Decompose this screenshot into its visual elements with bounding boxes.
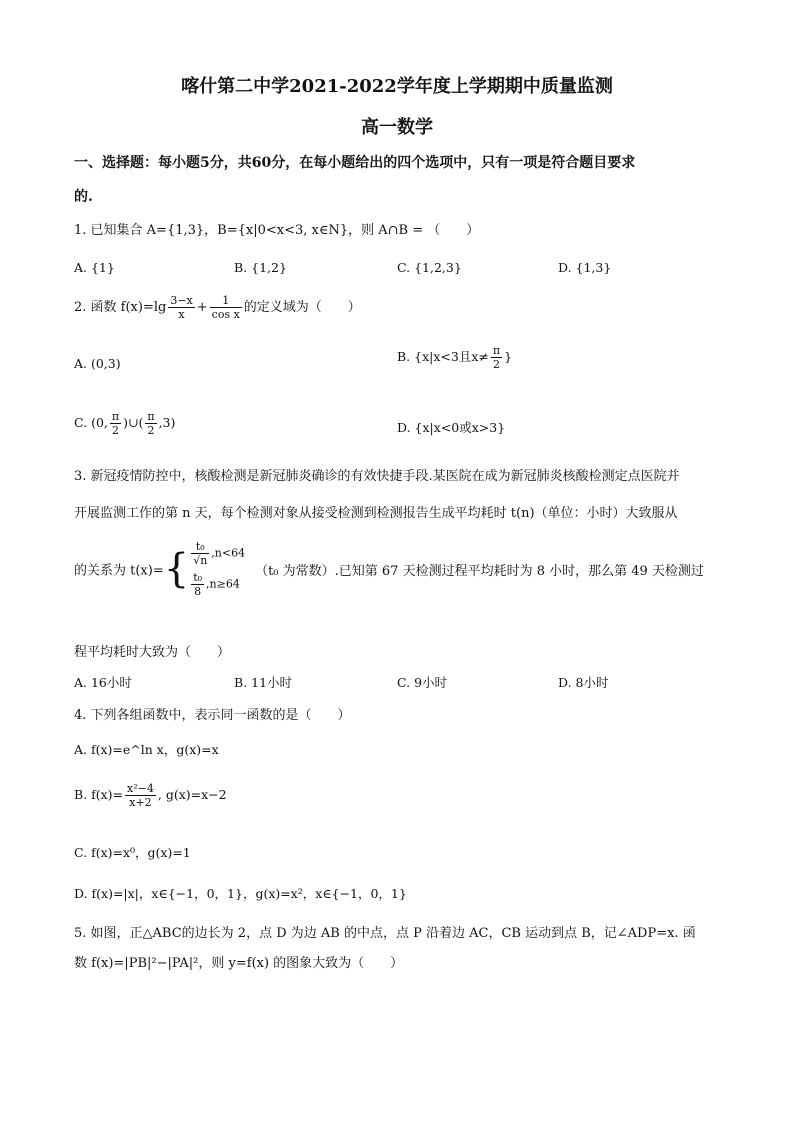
q2-optc-frac2	[145, 410, 156, 437]
case1-cond: ,n<64	[211, 546, 246, 560]
q2-fraction-1	[168, 294, 194, 321]
case2-frac	[191, 571, 204, 598]
q2-frac2-num: 1	[210, 294, 242, 308]
q2-optc-mid: )∪(	[123, 415, 144, 430]
q3-option-c[interactable]: C. 9小时	[397, 675, 448, 690]
q4-optb-post: , g(x)=x−2	[157, 787, 227, 802]
q2-optc-pre: C. (0,	[74, 415, 108, 430]
case-1	[189, 540, 245, 567]
q2-frac1-num: 3−x	[170, 294, 193, 307]
q1-option-b[interactable]: B. {1,2}	[234, 260, 287, 275]
case-2	[189, 571, 245, 598]
case1-frac	[191, 540, 209, 567]
q2-optb-frac	[491, 344, 502, 371]
question-1-stem: 1. 已知集合 A={1,3}，B={x|0<x<3, x∈N}，则 A∩B = （ ）	[74, 223, 480, 238]
case1-num: t₀	[191, 540, 209, 554]
q2-optc-post: ,3)	[158, 415, 176, 430]
piecewise-brace: {	[163, 546, 190, 592]
question-4-stem: 4. 下列各组函数中，表示同一函数的是（ ）	[74, 708, 351, 723]
q2-optb-num: π	[492, 344, 501, 357]
q2-optb-pre: B. {x|x<3且x≠	[397, 349, 489, 364]
q2-frac2-den: cos x	[211, 308, 240, 321]
q2-optb-post: }	[504, 349, 513, 364]
q2-prefix: 2. 函数 f(x)=lg	[74, 300, 167, 315]
q2-frac1-den: x	[178, 308, 185, 321]
section-heading: 一、选择题：每小题5分，共60分，在每小题给出的四个选项中，只有一项是符合题目要求	[74, 155, 636, 171]
q2-optc-num1: π	[111, 410, 120, 423]
q4-option-b[interactable]	[74, 782, 227, 809]
question-5-line-2: 数 f(x)=|PB|²−|PA|²，则 y=f(x) 的图象大致为（ ）	[74, 956, 404, 971]
q2-optb-den: 2	[492, 358, 500, 371]
q4-option-a[interactable]: A. f(x)=e^ln x，g(x)=x	[74, 742, 219, 757]
q2-optc-den1: 2	[111, 424, 119, 437]
q4-option-c[interactable]: C. f(x)=x⁰，g(x)=1	[74, 845, 191, 860]
question-2-stem	[74, 294, 361, 321]
case2-den: 8	[194, 585, 202, 598]
question-3-line-2: 开展监测工作的第 n 天，每个检测对象从接受检测到检测报告生成平均耗时 t(n)（单位：小时）大致服从	[74, 506, 678, 521]
question-3-line-4: 程平均耗时大致为（ ）	[74, 645, 231, 660]
section-heading-cont: 的.	[74, 189, 93, 205]
q1-option-a[interactable]: A. {1}	[74, 260, 115, 275]
q2-plus: +	[196, 300, 208, 315]
q2-optc-den2: 2	[147, 424, 155, 437]
case2-cond: ,n≥64	[206, 577, 240, 591]
q2-fraction-2	[210, 294, 242, 321]
q2-option-a[interactable]: A. (0,3)	[74, 356, 121, 371]
case1-den: √n	[193, 554, 208, 567]
question-3-line-3	[74, 540, 704, 598]
q2-option-d[interactable]: D. {x|x<0或x>3}	[397, 420, 506, 435]
q3-fn-def: 的关系为 t(x)=	[74, 563, 164, 579]
q4-optb-den: x+2	[129, 796, 152, 809]
piecewise-cases	[189, 540, 245, 598]
question-3-line-1: 3. 新冠疫情防控中，核酸检测是新冠肺炎确诊的有效快捷手段.某医院在成为新冠肺炎核酸检测定点医院并	[74, 469, 680, 484]
q1-option-c[interactable]: C. {1,2,3}	[397, 260, 462, 275]
q2-suffix: 的定义域为（ ）	[243, 300, 361, 315]
q4-optb-pre: B. f(x)=	[74, 787, 124, 802]
q2-optc-frac1	[110, 410, 121, 437]
q3-option-d[interactable]: D. 8小时	[558, 675, 609, 690]
exam-subtitle: 高一数学	[361, 117, 433, 138]
q2-optc-num2: π	[147, 410, 155, 423]
q3-line3-post: （t₀ 为常数）.已知第 67 天检测过程平均耗时为 8 小时，那么第 49 天检测过	[255, 563, 704, 579]
q4-optb-num: x²−4	[127, 782, 154, 795]
question-5-line-1: 5. 如图，正△ABC的边长为 2，点 D 为边 AB 的中点，点 P 沿着边 AC，CB 运动到点 B，记∠ADP=x. 函	[74, 926, 696, 941]
exam-title: 喀什第二中学2021-2022学年度上学期期中质量监测	[181, 76, 613, 97]
case2-num: t₀	[193, 571, 203, 584]
q4-optb-frac	[125, 782, 156, 809]
q2-option-b[interactable]	[397, 344, 512, 371]
q4-option-d[interactable]: D. f(x)=|x|，x∈{−1，0，1}，g(x)=x²，x∈{−1，0，1}	[74, 886, 407, 901]
q3-option-a[interactable]: A. 16小时	[74, 675, 132, 690]
q1-option-d[interactable]: D. {1,3}	[558, 260, 612, 275]
q3-option-b[interactable]: B. 11小时	[234, 675, 293, 690]
q2-option-c[interactable]	[74, 410, 175, 437]
